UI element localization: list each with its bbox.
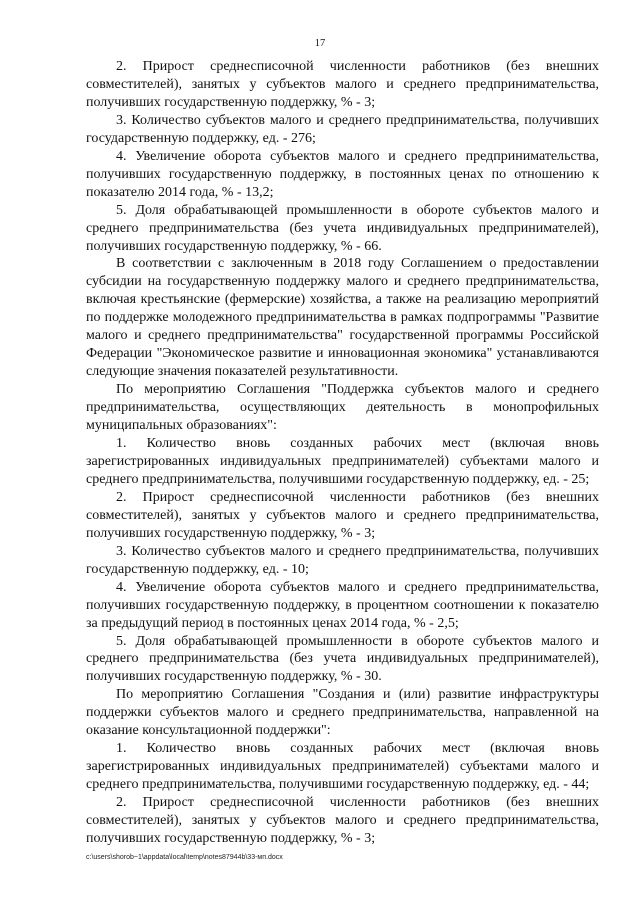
- paragraph-monoprofile-manufacturing-share: 5. Доля обрабатывающей промышленности в обороте субъектов малого и среднего предпринимательства (без учета индивидуальных предпринимателей), получивших государственную поддержку, % - 30.: [86, 633, 599, 685]
- paragraph-indicator-turnover: 4. Увеличение оборота субъектов малого и среднего предпринимательства, получивших государственную поддержку, в постоянных ценах по отношению к показателю 2014 года, % - 13,2;: [86, 148, 599, 200]
- paragraph-indicator-manufacturing-share: 5. Доля обрабатывающей промышленности в обороте субъектов малого и среднего предпринимательства (без учета индивидуальных предпринимателей), получивших государственную поддержку, % - 66.: [86, 202, 599, 254]
- paragraph-monoprofile-heading: По мероприятию Соглашения "Поддержка субъектов малого и среднего предпринимательства, осуществляющих деятельность в монопрофильных муниципальных образованиях":: [86, 382, 599, 434]
- paragraph-indicator-growth: 2. Прирост среднесписочной численности работников (без внешних совместителей), занятых у субъектов малого и среднего предпринимательства, получивших государственную поддержку, % - 3;: [86, 59, 599, 110]
- paragraph-infrastructure-heading: По мероприятию Соглашения "Создания и (или) развитие инфраструктуры поддержки субъектов малого и среднего предпринимательства, направленной на оказание консультационной поддержки":: [86, 687, 599, 739]
- paragraph-infrastructure-growth: 2. Прирост среднесписочной численности работников (без внешних совместителей), занятых у субъектов малого и среднего предпринимательства, получивших государственную поддержку, % - 3;: [86, 795, 599, 846]
- document-body: [86, 58, 599, 848]
- paragraph-monoprofile-count: 3. Количество субъектов малого и среднего предпринимательства, получивших государственную поддержку, ед. - 10;: [86, 543, 599, 577]
- page-number: 17: [314, 38, 326, 49]
- paragraph-monoprofile-jobs: 1. Количество вновь созданных рабочих мест (включая вновь зарегистрированных индивидуальных предпринимателей) субъектами малого и среднего предпринимательства, получившими государственную поддержку, ед. - 25;: [86, 436, 599, 487]
- paragraph-monoprofile-growth: 2. Прирост среднесписочной численности работников (без внешних совместителей), занятых у субъектов малого и среднего предпринимательства, получивших государственную поддержку, % - 3;: [86, 489, 599, 541]
- paragraph-infrastructure-jobs: 1. Количество вновь созданных рабочих мест (включая вновь зарегистрированных индивидуальных предпринимателей) субъектами малого и среднего предпринимательства, получившими государственную поддержку, ед. - 44;: [86, 741, 599, 793]
- paragraph-monoprofile-turnover: 4. Увеличение оборота субъектов малого и среднего предпринимательства, получивших государственную поддержку, в процентном соотношении к показателю за предыдущий период в постоянных ценах 2014 года, % - 2,5;: [86, 579, 599, 631]
- paragraph-indicator-count: 3. Количество субъектов малого и среднего предпринимательства, получивших государственную поддержку, ед. - 276;: [86, 112, 599, 146]
- file-path-footer: c:\users\shorob~1\appdata\local\temp\notes87944b\33-мп.docx: [86, 854, 283, 861]
- paragraph-agreement-2018: В соответствии с заключенным в 2018 году Соглашением о предоставлении субсидии на государственную поддержку малого и среднего предпринимательства, включая крестьянские (фермерские) хозяйства, а также на реализацию мероприятий по поддержке молодежного предпринимательства в рамках подпрограммы "Развитие малого и среднего предпринимательства" государственной программы Российской Федерации "Экономическое развитие и инновационная экономика" устанавливаются следующие значения показателей результативности.: [86, 256, 599, 380]
